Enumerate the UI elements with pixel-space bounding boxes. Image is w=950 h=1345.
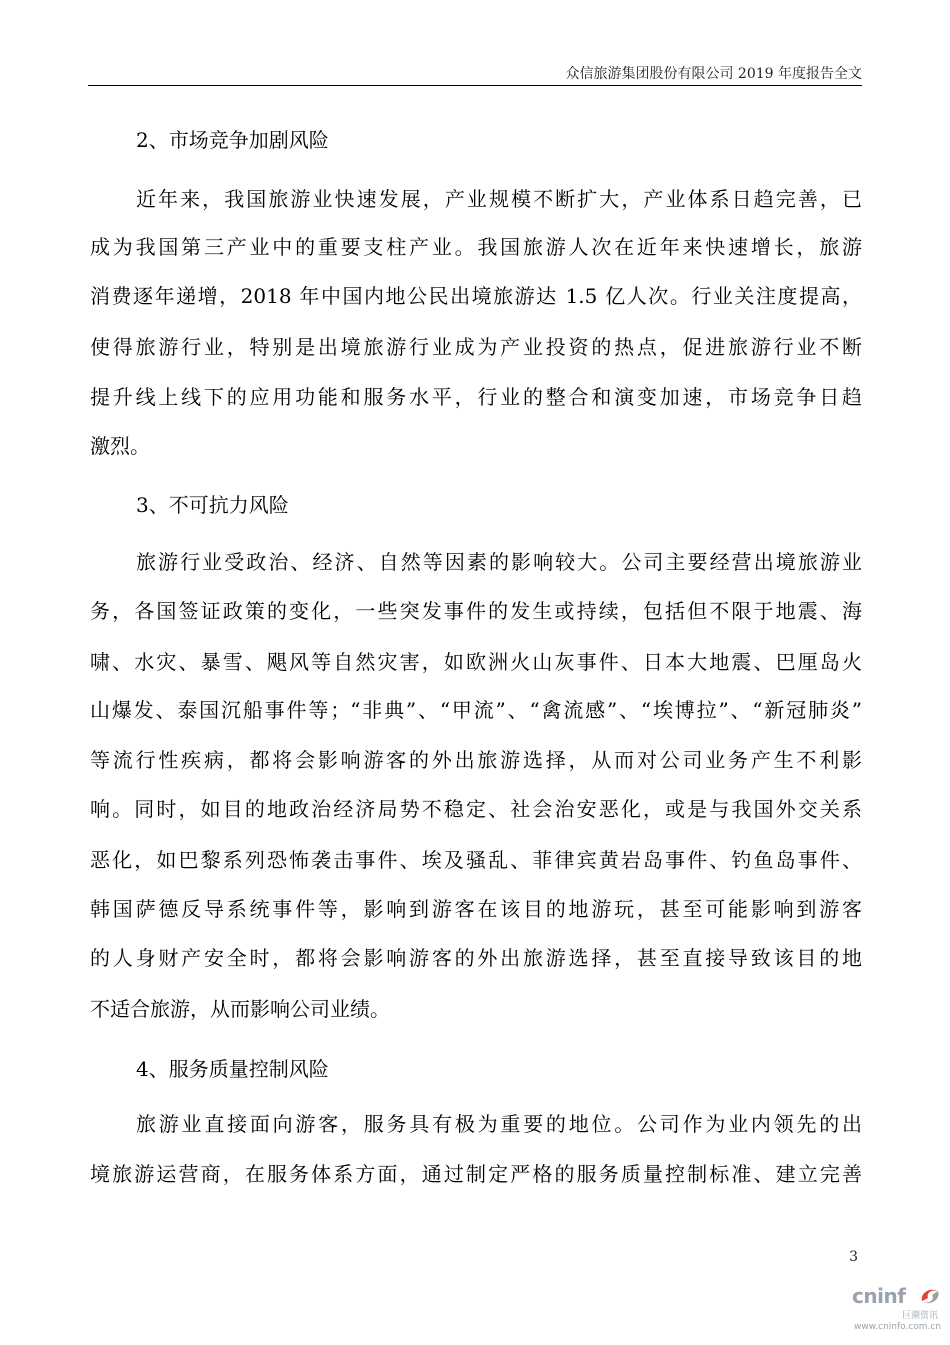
paragraph-line: 提升线上线下的应用功能和服务水平，行业的整合和演变加速，市场竞争日趋	[90, 385, 862, 409]
paragraph-line: 山爆发、泰国沉船事件等；“非典”、“甲流”、“禽流感”、“埃博拉”、“新冠肺炎”	[90, 698, 862, 722]
paragraph-line: 啸、水灾、暴雪、飓风等自然灾害，如欧洲火山灰事件、日本大地震、巴厘岛火	[90, 650, 862, 674]
logo-chinese-text: 巨潮资讯	[901, 1311, 938, 1321]
header-divider	[88, 85, 862, 86]
paragraph-line: 不适合旅游，从而影响公司业绩。	[90, 997, 390, 1021]
paragraph-line: 等流行性疾病，都将会影响游客的外出旅游选择，从而对公司业务产生不利影	[90, 748, 862, 772]
paragraph-line: 境旅游运营商，在服务体系方面，通过制定严格的服务质量控制标准、建立完善	[90, 1162, 862, 1186]
paragraph-line: 韩国萨德反导系统事件等，影响到游客在该目的地游玩，甚至可能影响到游客	[90, 897, 862, 921]
paragraph-line: 使得旅游行业，特别是出境旅游行业成为产业投资的热点，促进旅游行业不断	[90, 335, 862, 359]
header-title: 众信旅游集团股份有限公司 2019 年度报告全文	[565, 66, 862, 82]
paragraph-line: 恶化，如巴黎系列恐怖袭击事件、埃及骚乱、菲律宾黄岩岛事件、钓鱼岛事件、	[90, 848, 862, 872]
paragraph-line: 激烈。	[90, 434, 150, 458]
page-number: 3	[849, 1249, 858, 1265]
logo-url: www.cninfo.com.cn	[854, 1322, 942, 1332]
page-header	[0, 0, 950, 90]
paragraph-line: 响。同时，如目的地政治经济局势不稳定、社会治安恶化，或是与我国外交关系	[90, 797, 862, 821]
logo-text: cninf	[852, 1284, 906, 1308]
paragraph-line: 近年来，我国旅游业快速发展，产业规模不断扩大，产业体系日趋完善，已	[136, 187, 862, 211]
paragraph-line: 旅游行业受政治、经济、自然等因素的影响较大。公司主要经营出境旅游业	[136, 550, 862, 574]
paragraph-line: 旅游业直接面向游客，服务具有极为重要的地位。公司作为业内领先的出	[136, 1112, 862, 1136]
paragraph-line: 的人身财产安全时，都将会影响游客的外出旅游选择，甚至直接导致该目的地	[90, 946, 862, 970]
paragraph-line: 消费逐年递增，2018 年中国内地公民出境旅游达 1.5 亿人次。行业关注度提高，	[90, 284, 862, 308]
cninfo-watermark-logo	[852, 1284, 942, 1344]
section-heading-2: 2、市场竞争加剧风险	[136, 128, 329, 152]
swirl-logo-icon	[918, 1285, 942, 1307]
paragraph-line: 务，各国签证政策的变化，一些突发事件的发生或持续，包括但不限于地震、海	[90, 599, 862, 623]
section-heading-4: 4、服务质量控制风险	[136, 1057, 329, 1081]
paragraph-line: 成为我国第三产业中的重要支柱产业。我国旅游人次在近年来快速增长，旅游	[90, 235, 862, 259]
section-heading-3: 3、不可抗力风险	[136, 493, 289, 517]
